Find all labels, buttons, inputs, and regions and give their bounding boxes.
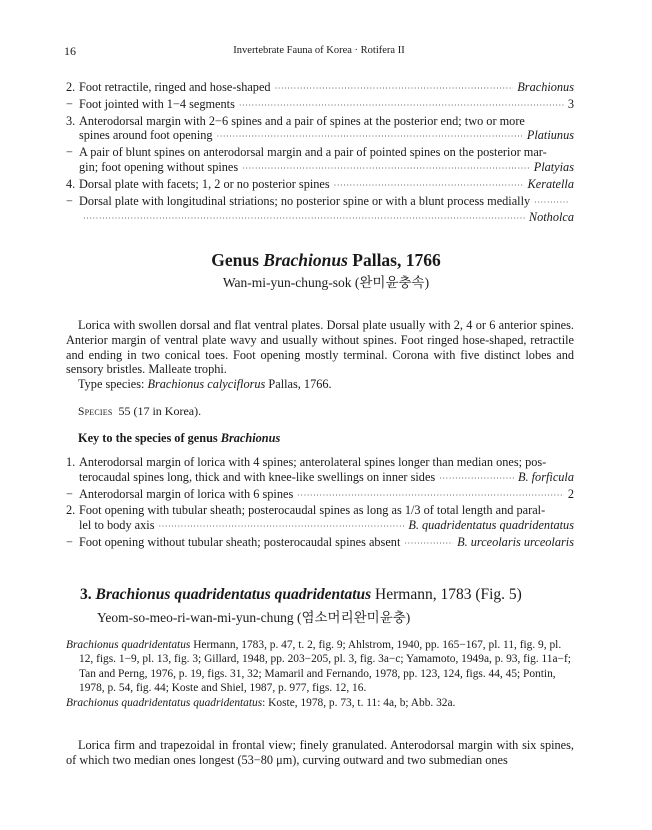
section-number: 3. (80, 586, 92, 603)
key-heading-pre: Key to the species of genus (78, 431, 221, 445)
key-line (66, 470, 574, 487)
type-species (66, 377, 574, 392)
key-result-taxon: Brachionus (517, 80, 574, 94)
leader-dots (275, 82, 514, 97)
page-header (64, 44, 574, 60)
key-text: lel to body axis (79, 518, 155, 533)
type-species-label: Type species: (78, 377, 148, 392)
species-heading (80, 586, 522, 604)
key-lead-number: 2 (567, 486, 574, 501)
synonymy-list (66, 638, 574, 710)
genus-subtitle: Wan-mi-yun-chung-sok (완미윤충속) (222, 275, 430, 290)
key-marker: − (66, 145, 73, 160)
key-line (66, 177, 574, 194)
key-line (66, 487, 574, 504)
species-name: Brachionus quadridentatus quadridentatus (95, 586, 372, 603)
genus-title-author: Pallas, 1766 (347, 250, 441, 270)
key-text: Anterodorsal margin of lorica with 4 spines; anterolateral spines longer than median ones; pos- (79, 455, 547, 469)
leader-dots (439, 472, 514, 487)
key-marker: − (66, 534, 73, 549)
leader-dots (297, 489, 564, 504)
key-result-taxon: B. forficula (517, 469, 574, 484)
type-species-author: Pallas, 1766. (265, 377, 332, 392)
key-text: Foot jointed with 1−4 segments (79, 96, 235, 111)
key-marker: 4. (66, 176, 76, 191)
key-text: Foot opening with tubular sheath; posterocaudal spines as long as 1/3 of total length and paral- (79, 503, 546, 518)
leader-dots (158, 520, 404, 535)
key-couplets-genera (66, 80, 574, 227)
key-result-taxon: B. urceolaris urceolaris (457, 534, 574, 549)
genus-description (66, 318, 574, 392)
key-line (66, 455, 574, 470)
key-result-taxon: Notholca (528, 210, 574, 225)
synonymy-entry (66, 696, 574, 710)
key-heading-genus: Brachionus (220, 431, 281, 445)
key-text: Anterodorsal margin of lorica with 6 spines (79, 486, 294, 501)
genus-title-name: Brachionus (263, 250, 348, 270)
key-text: terocaudal spines long, thick and with knee-like swellings on inner sides (79, 469, 436, 484)
key-line (66, 535, 574, 552)
leader-dots (239, 99, 564, 114)
key-line (66, 518, 574, 535)
key-text: A pair of blunt spines on anterodorsal margin and a pair of pointed spines on the posterior mar- (79, 145, 547, 160)
species-description-text: Lorica firm and trapezoidal in frontal view; finely granulated. Anterodorsal margin with six spines, of which two median ones longest (53−80 μm), curving outward and two submedian ones (66, 738, 574, 767)
key-marker: − (66, 486, 73, 501)
key-marker: 3. (66, 113, 76, 128)
key-line (66, 97, 574, 114)
species-description (66, 738, 574, 768)
key-marker: 1. (66, 455, 76, 469)
key-lead-number: 3 (567, 96, 574, 111)
genus-title (0, 250, 652, 271)
leader-dots (217, 130, 523, 145)
species-label: Species (78, 406, 113, 418)
key-text: Dorsal plate with facets; 1, 2 or no posterior spines (79, 176, 330, 191)
species-value: 55 (17 in Korea). (118, 404, 202, 418)
synonym-citations: Hermann, 1783, p. 47, t. 2, fig. 9; Ahlstrom, 1940, pp. 165−167, pl. 11, fig. 9, pl. 12, figs. 1−9, pl. 13, fig. 3; Gillard, 1948, pp. 203−205, pl. 3, fig. 3a−c; Yamamoto, 1949a, p. 93, fig. 11a−f; Tan and Perng, 1976, p. 19, figs. 31, 32; Mamaril and Fernando, 1978, pp. 123, 124, figs. 44, 45; Pontin, 1978, p. 54, fig. 44; Koste and Shiel, 1987, p. 977, figs. 12, 16. (79, 639, 571, 695)
page-number: 16 (64, 44, 76, 58)
description-text: Lorica with swollen dorsal and flat ventral plates. Dorsal plate usually with 2, 4 or 6 anterior spines. Anterior margin of ventral plate wavy and usually without spines. Foot ringed hose-shaped, retractile and ending in two conical toes. Foot opening mostly terminal. Corona with five distinct lobes and sensory bristles. Malleate trophi. (66, 318, 574, 377)
species-subtitle: Yeom-so-meo-ri-wan-mi-yun-chung (염소머리완미윤충) (97, 610, 411, 625)
key-heading (78, 431, 280, 446)
key-text: Dorsal plate with longitudinal striations; no posterior spine or with a blunt process medially (79, 193, 531, 208)
key-result-taxon: Keratella (527, 176, 574, 191)
key-line (66, 128, 574, 145)
synonym-name: Brachionus quadridentatus (66, 639, 191, 651)
key-line (66, 160, 574, 177)
key-text: Foot opening without tubular sheath; posterocaudal spines absent (79, 534, 401, 549)
leader-dots (334, 179, 524, 194)
key-line (66, 210, 574, 227)
genus-title-pre: Genus (211, 250, 264, 270)
key-text: spines around foot opening (79, 128, 213, 143)
species-count (78, 404, 201, 419)
synonym-name: Brachionus quadridentatus quadridentatus (66, 696, 263, 709)
key-result-taxon: B. quadridentatus quadridentatus (408, 518, 574, 533)
key-marker: 2. (66, 503, 76, 518)
species-author: Hermann, 1783 (Fig. 5) (371, 586, 522, 603)
leader-dots (83, 212, 525, 227)
key-result-taxon: Platiunus (526, 128, 574, 143)
key-line (66, 194, 574, 211)
key-marker: − (66, 96, 73, 111)
key-line (66, 145, 574, 160)
key-text: Anterodorsal margin with 2−6 spines and a pair of spines at the posterior end; two or more (79, 113, 525, 128)
synonymy-entry (66, 638, 574, 696)
leader-dots (534, 196, 568, 211)
type-species-name: Brachionus calyciflorus (147, 377, 266, 392)
leader-dots (242, 162, 530, 177)
key-result-taxon: Platyias (533, 159, 574, 174)
key-couplets-species (66, 455, 574, 552)
key-marker: − (66, 193, 73, 208)
leader-dots (404, 537, 453, 552)
synonym-citations: : Koste, 1978, p. 73, t. 11: 4a, b; Abb. 32a. (262, 696, 456, 709)
key-line (66, 114, 574, 129)
running-title: Invertebrate Fauna of Korea · Rotifera II (233, 45, 405, 56)
key-marker: 2. (66, 80, 76, 94)
key-text: Foot retractile, ringed and hose-shaped (79, 80, 271, 94)
key-line (66, 80, 574, 97)
key-line (66, 503, 574, 518)
key-text: gin; foot opening without spines (79, 159, 239, 174)
